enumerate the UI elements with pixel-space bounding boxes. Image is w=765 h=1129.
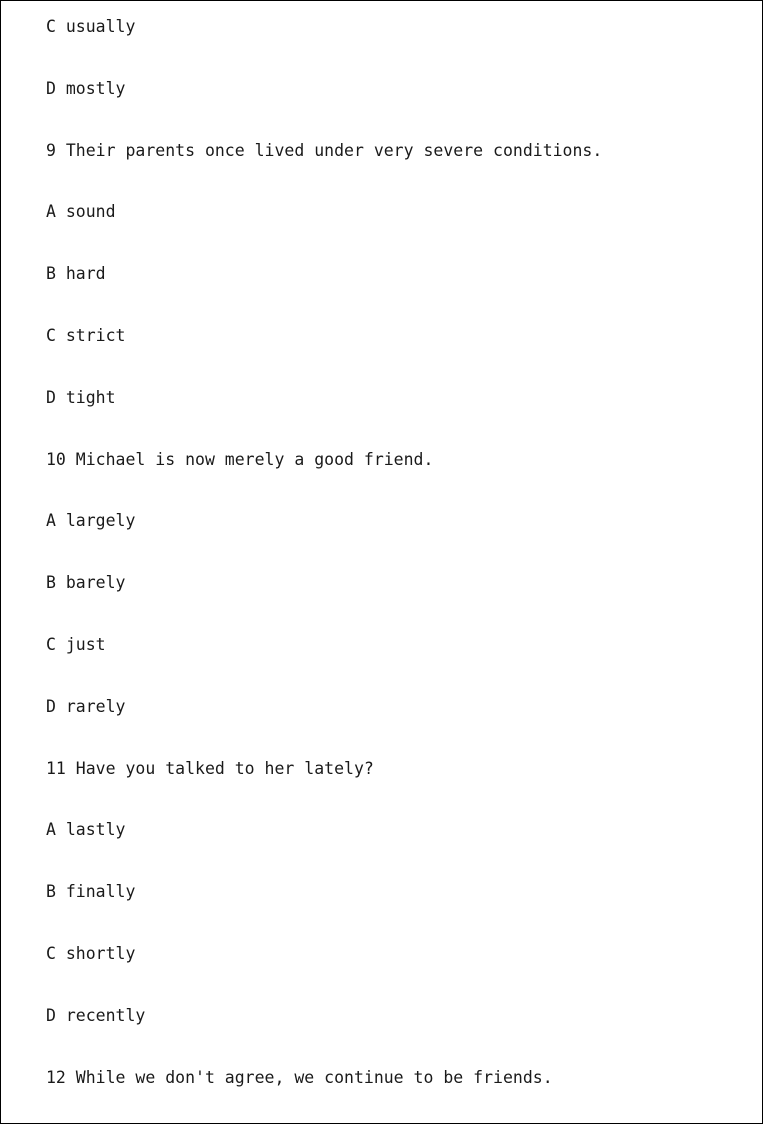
option-d-mostly: D mostly — [46, 78, 126, 98]
option-a-lastly: A lastly — [46, 820, 126, 840]
option-d-recently: D recently — [46, 1005, 146, 1025]
option-c-shortly: C shortly — [46, 943, 136, 963]
question-9: 9 Their parents once lived under very severe conditions. — [46, 140, 603, 160]
option-d-tight: D tight — [46, 387, 116, 407]
question-11: 11 Have you talked to her lately? — [46, 758, 374, 778]
option-d-rarely: D rarely — [46, 696, 126, 716]
option-b-hard: B hard — [46, 264, 106, 284]
option-a-largely: A largely — [46, 511, 136, 531]
option-b-barely: B barely — [46, 573, 126, 593]
option-a-sound: A sound — [46, 202, 116, 222]
option-c-usually: C usually — [46, 17, 136, 36]
question-12: 12 While we don't agree, we continue to be friends. — [46, 1067, 553, 1087]
question-10: 10 Michael is now merely a good friend. — [46, 449, 434, 469]
text-block — [46, 17, 742, 1129]
option-c-strict: C strict — [46, 325, 126, 345]
option-b-finally: B finally — [46, 882, 136, 902]
option-c-just: C just — [46, 634, 106, 654]
